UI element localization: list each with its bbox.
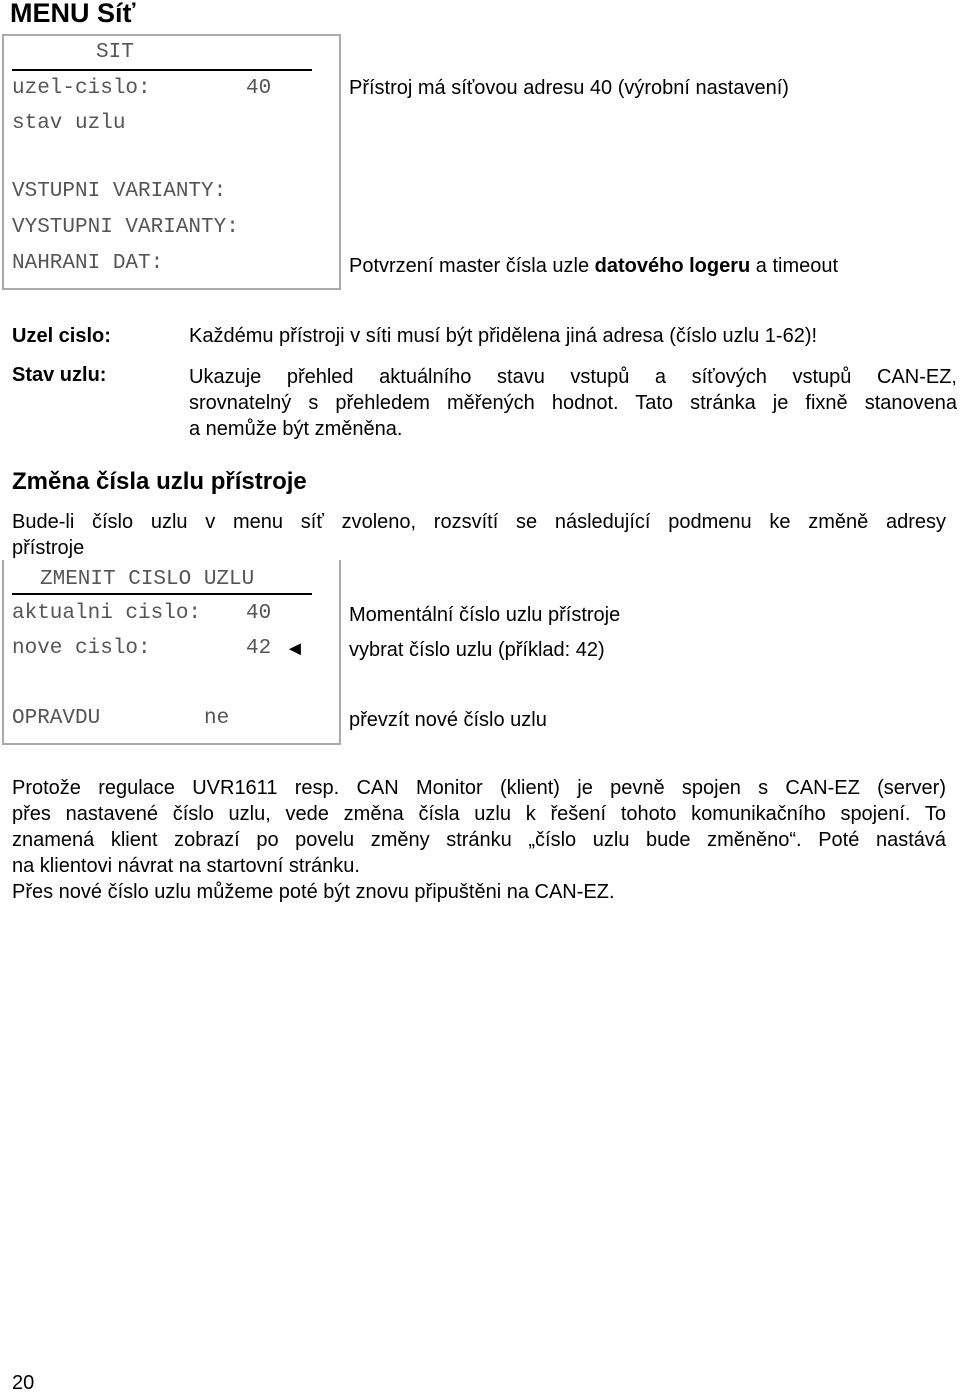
vstupni-varianty-item: VSTUPNI VARIANTY:	[12, 180, 227, 203]
page-title: MENU Síť	[10, 0, 136, 28]
zmenit-menu-box	[2, 560, 341, 745]
select-number-note: vybrat číslo uzlu (příklad: 42)	[349, 639, 605, 661]
page-number: 20	[12, 1372, 35, 1394]
uzel-cislo-term: Uzel cislo:	[12, 325, 111, 347]
confirm-note-post: a timeout	[750, 255, 839, 277]
closing-line3: znamená klient zobrazí po povelu změny stránku „číslo uzlu bude změněno“. Poté nastává	[12, 829, 946, 851]
stav-uzlu-term: Stav uzlu:	[12, 364, 107, 386]
closing-line4: na klientovi návrat na startovní stránku.	[12, 855, 360, 877]
nove-cislo-value: 42	[246, 637, 272, 660]
closing-line1: Protože regulace UVR1611 resp. CAN Monitor (klient) je pevně spojen s CAN-EZ (server)	[12, 777, 946, 799]
closing-line2: přes nastavené číslo uzlu, vede změna čísla uzlu k řešení tohoto komunikačního spojení. To	[12, 803, 946, 825]
accept-number-note: převzít nové číslo uzlu	[349, 709, 547, 731]
closing-line5: Přes nové číslo uzlu můžeme poté být znovu připuštěni na CAN-EZ.	[12, 881, 615, 903]
opravdu-value: ne	[204, 707, 230, 730]
stav-uzlu-desc-line2: srovnatelný s přehledem měřených hodnot. Tato stránka je fixně stanovena	[189, 392, 957, 414]
nove-cislo-label: nove cislo:	[12, 637, 151, 660]
section-intro-line2: přístroje	[12, 537, 85, 559]
nahrani-dat-item: NAHRANI DAT:	[12, 252, 164, 275]
current-number-note: Momentální číslo uzlu přístroje	[349, 604, 621, 626]
confirm-note-pre: Potvrzení master čísla uzle	[349, 255, 595, 277]
stav-uzlu-item: stav uzlu	[12, 112, 126, 135]
section-heading: Změna čísla uzlu přístroje	[12, 468, 307, 495]
zmenit-header-divider	[12, 593, 312, 595]
sit-header: SIT	[96, 41, 134, 64]
opravdu-label: OPRAVDU	[12, 707, 101, 730]
zmenit-header: ZMENIT CISLO UZLU	[40, 568, 255, 591]
sit-header-divider	[12, 69, 312, 71]
confirm-note-bold: datového logeru	[594, 255, 751, 277]
address-note: Přístroj má síťovou adresu 40 (výrobní nastavení)	[349, 77, 789, 99]
confirm-note	[349, 255, 838, 278]
stav-uzlu-desc-line3: a nemůže být změněna.	[189, 418, 403, 440]
sit-menu-box	[2, 34, 341, 290]
uzel-cislo-value: 40	[246, 77, 272, 100]
uzel-cislo-label: uzel-cislo:	[12, 77, 151, 100]
uzel-cislo-desc: Každému přístroji v síti musí být přidělena jiná adresa (číslo uzlu 1-62)!	[189, 325, 818, 347]
aktualni-cislo-label: aktualni cislo:	[12, 602, 202, 625]
vystupni-varianty-item: VYSTUPNI VARIANTY:	[12, 216, 239, 239]
section-intro-line1: Bude-li číslo uzlu v menu síť zvoleno, rozsvítí se následující podmenu ke změně adresy	[12, 511, 946, 533]
stav-uzlu-desc-line1: Ukazuje přehled aktuálního stavu vstupů a síťových vstupů CAN-EZ,	[189, 366, 957, 388]
selection-arrow-icon: ◄	[285, 638, 305, 660]
aktualni-cislo-value: 40	[246, 602, 272, 625]
